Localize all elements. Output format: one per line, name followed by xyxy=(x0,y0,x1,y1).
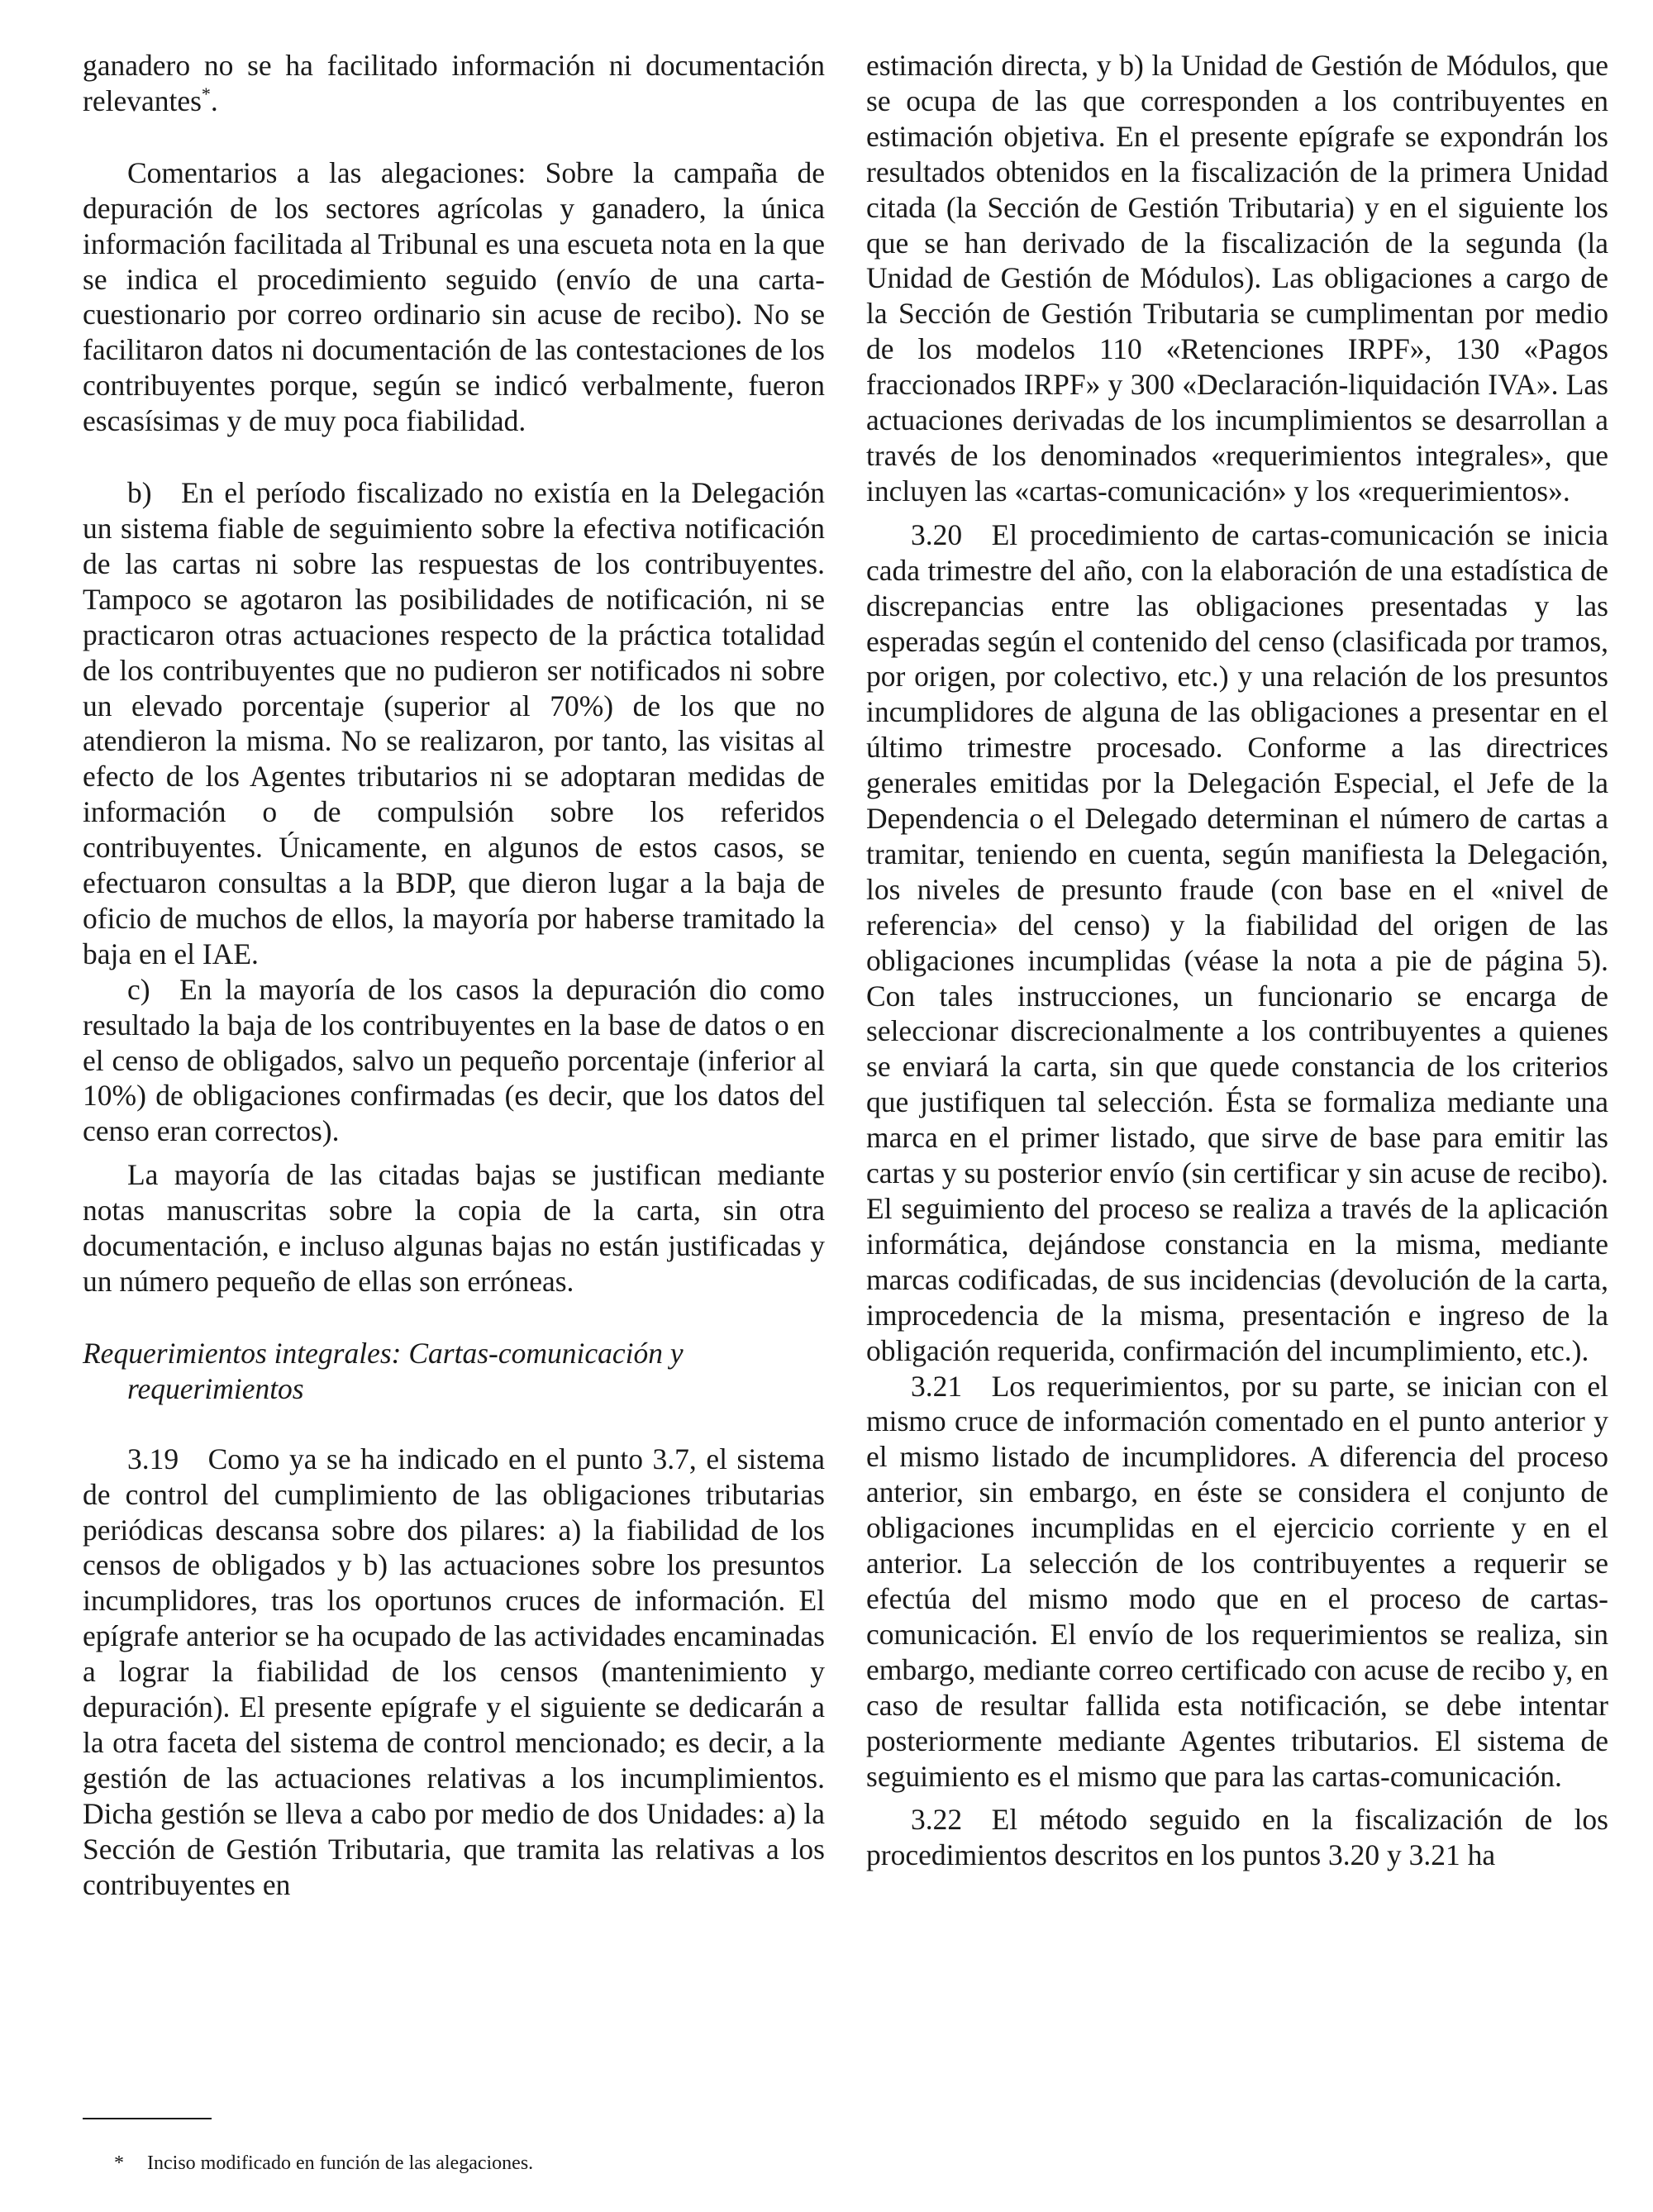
paragraph: estimación directa, y b) la Unidad de Gestión de Módulos, que se ocupa de las que corresponden a los contribuyentes en estimación objetiva. En el presente epígrafe se expondrán los resultados obtenidos en la fiscalización de la primera Unidad citada (la Sección de Gestión Tributaria) y en el siguiente los que se han derivado de la fiscalización de la segunda (la Unidad de Gestión de Módulos). Las obligaciones a cargo de la Sección de Gestión Tributaria se cumplimentan por medio de los modelos 110 «Retenciones IRPF», 130 «Pagos fraccionados IRPF» y 300 «Declaración-liquidación IVA». Las actuaciones derivadas de los incumplimientos se desarrollan a través de los denominados «requerimientos integrales», que incluyen las «cartas-comunicación» y los «requerimientos». xyxy=(866,49,1608,508)
paragraph-text: ganadero no se ha facilitado información ni documentación relevantes xyxy=(83,49,825,117)
footnote-mark: * xyxy=(114,2152,124,2174)
right-column xyxy=(866,48,1608,1873)
paragraph: b) En el período fiscalizado no existía en la Delegación un sistema fiable de seguimiento sobre la efectiva notificación de las cartas ni sobre las respuestas de los contribuyentes. Tampoco se agotaron las posibilidades de notificación, ni se practicaron otras actuaciones respecto de la práctica totalidad de los contribuyentes que no pudieron ser notificados ni sobre un elevado porcentaje (superior al 70%) de los que no atendieron la misma. No se realizaron, por tanto, las visitas al efecto de los Agentes tributarios ni se adoptaran medidas de información o de compulsión sobre los referidos contribuyentes. Únicamente, en algunos de estos casos, se efectuaron consultas a la BDP, que dieron lugar a la baja de oficio de muchos de ellos, la mayoría por haberse tramitado la baja en el IAE. xyxy=(83,476,825,970)
paragraph: 3.22 El método seguido en la fiscalización de los procedimientos descritos en los puntos 3.20 y 3.21 ha xyxy=(866,1803,1608,1872)
paragraph: c) En la mayoría de los casos la depuración dio como resultado la baja de los contribuyentes en la base de datos o en el censo de obligados, salvo un pequeño porcentaje (inferior al 10%) de obligaciones confirmadas (es decir, que los datos del censo eran correctos). xyxy=(83,972,825,1148)
paragraph-text: . xyxy=(210,83,218,117)
footnote-text: Inciso modificado en función de las alegaciones. xyxy=(147,2152,534,2174)
paragraph: 3.20 El procedimiento de cartas-comunicación se inicia cada trimestre del año, con la elaboración de una estadística de discrepancias entre las obligaciones presentadas y las esperadas según el contenido del censo (clasificada por tramos, por origen, por colectivo, etc.) y una relación de los presuntos incumplidores de alguna de las obligaciones a presentar en el último trimestre procesado. Conforme a las directrices generales emitidas por la Delegación Especial, el Jefe de la Dependencia o el Delegado determinan el número de cartas a tramitar, teniendo en cuenta, según manifiesta la Delegación, los niveles de presunto fraude (con base en el «nivel de referencia» del censo) y la fiabilidad del origen de las obligaciones incumplidas (véase la nota a pie de página 5). Con tales instrucciones, un funcionario se encarga de seleccionar discrecionalmente a los contribuyentes a quienes se enviará la carta, sin que quede constancia de los criterios que justifiquen tal selección. Ésta se formaliza mediante una marca en el primer listado, que sirve de base para emitir las cartas y su posterior envío (sin certificar y sin acuse de recibo). El seguimiento del proceso se realiza a través de la aplicación informática, dejándose constancia en la misma, mediante marcas codificadas, de sus incidencias (devolución de la carta, improcedencia de la misma, presentación e ingreso de la obligación requerida, confirmación del incumplimiento, etc.). xyxy=(866,517,1609,1367)
paragraph: Comentarios a las alegaciones: Sobre la campaña de depuración de los sectores agrícolas y ganadero, la única información facilitada al Tribunal es una escueta nota en la que se indica el procedimiento seguido (envío de una carta-cuestionario por correo ordinario sin acuse de recibo). No se facilitaron datos ni documentación de las contestaciones de los contribuyentes porque, según se indicó verbalmente, fueron escasísimas y de muy poca fiabilidad. xyxy=(83,155,825,438)
section-heading: Requerimientos integrales: Cartas-comunicación y requerimientos xyxy=(83,1336,684,1405)
paragraph: 3.19 Como ya se ha indicado en el punto 3.7, el sistema de control del cumplimiento de las obligaciones tributarias periódicas descansa sobre dos pilares: a) la fiabilidad de los censos de obligados y b) las actuaciones sobre los presuntos incumplidores, tras los oportunos cruces de información. El epígrafe anterior se ha ocupado de las actividades encaminadas a lograr la fiabilidad de los censos (mantenimiento y depuración). El presente epígrafe y el siguiente se dedicarán a la otra faceta del sistema de control mencionado; es decir, a la gestión de las actuaciones relativas a los incumplimientos. Dicha gestión se lleva a cabo por medio de dos Unidades: a) la Sección de Gestión Tributaria, que tramita las relativas a los contribuyentes en xyxy=(83,1442,825,1901)
paragraph xyxy=(83,48,825,119)
footnote-divider xyxy=(83,2118,212,2119)
paragraph: 3.21 Los requerimientos, por su parte, se inician con el mismo cruce de información comentado en el punto anterior y el mismo listado de incumplidores. A diferencia del proceso anterior, sin embargo, en éste se considera el conjunto de obligaciones incumplidas en el ejercicio corriente y en el anterior. La selección de los contribuyentes a requerir se efectúa del mismo modo que en el proceso de cartas-comunicación. El envío de los requerimientos se realiza, sin embargo, mediante correo certificado con acuse de recibo y, en caso de resultar fallida esta notificación, se debe intentar posteriormente mediante Agentes tributarios. El sistema de seguimiento es el mismo que para las cartas-comunicación. xyxy=(866,1369,1608,1793)
footnote xyxy=(114,2151,533,2176)
paragraph: La mayoría de las citadas bajas se justifican mediante notas manuscritas sobre la copia de la carta, sin otra documentación, e incluso algunas bajas no están justificadas y un número pequeño de ellas son erróneas. xyxy=(83,1158,825,1298)
left-column xyxy=(83,48,825,1903)
footnote-reference: * xyxy=(201,83,211,105)
